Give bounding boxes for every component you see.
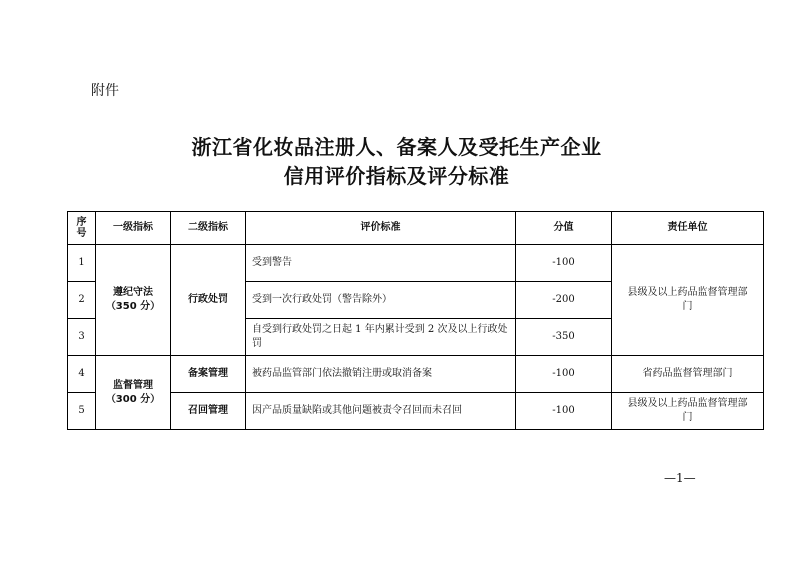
row-score: -100	[516, 356, 612, 393]
table-header-row	[68, 212, 764, 245]
level2-indicator: 行政处罚	[171, 245, 246, 356]
table-row	[68, 393, 764, 430]
responsible-unit: 省药品监督管理部门	[612, 356, 764, 393]
level2-indicator: 召回管理	[171, 393, 246, 430]
table-row	[68, 245, 764, 282]
row-seq: 1	[68, 245, 96, 282]
header-responsible: 责任单位	[612, 212, 764, 245]
row-score: -200	[516, 282, 612, 319]
document-title-line2: 信用评价指标及评分标准	[283, 164, 510, 188]
header-level1: 一级指标	[96, 212, 171, 245]
header-score: 分值	[516, 212, 612, 245]
row-seq: 4	[68, 356, 96, 393]
row-criteria: 自受到行政处罚之日起 1 年内累计受到 2 次及以上行政处罚	[246, 319, 516, 356]
row-seq: 2	[68, 282, 96, 319]
page-number: —1—	[664, 471, 696, 485]
level1-indicator: 监督管理 （300 分）	[96, 356, 171, 430]
level2-indicator: 备案管理	[171, 356, 246, 393]
responsible-unit: 县级及以上药品监督管理部门	[612, 393, 764, 430]
row-score: -100	[516, 245, 612, 282]
row-seq: 5	[68, 393, 96, 430]
level1-indicator: 遵纪守法 （350 分）	[96, 245, 171, 356]
row-score: -350	[516, 319, 612, 356]
row-criteria: 因产品质量缺陷或其他问题被责令召回而未召回	[246, 393, 516, 430]
row-criteria: 被药品监管部门依法撤销注册或取消备案	[246, 356, 516, 393]
credit-evaluation-table	[67, 211, 764, 430]
row-seq: 3	[68, 319, 96, 356]
header-level2: 二级指标	[171, 212, 246, 245]
header-criteria: 评价标准	[246, 212, 516, 245]
row-score: -100	[516, 393, 612, 430]
document-title-line1: 浙江省化妆品注册人、备案人及受托生产企业	[191, 135, 602, 159]
header-seq: 序 号	[68, 212, 96, 245]
table-row	[68, 356, 764, 393]
row-criteria: 受到警告	[246, 245, 516, 282]
responsible-unit: 县级及以上药品监督管理部门	[612, 245, 764, 356]
attachment-label: 附件	[91, 83, 119, 99]
row-criteria: 受到一次行政处罚（警告除外）	[246, 282, 516, 319]
